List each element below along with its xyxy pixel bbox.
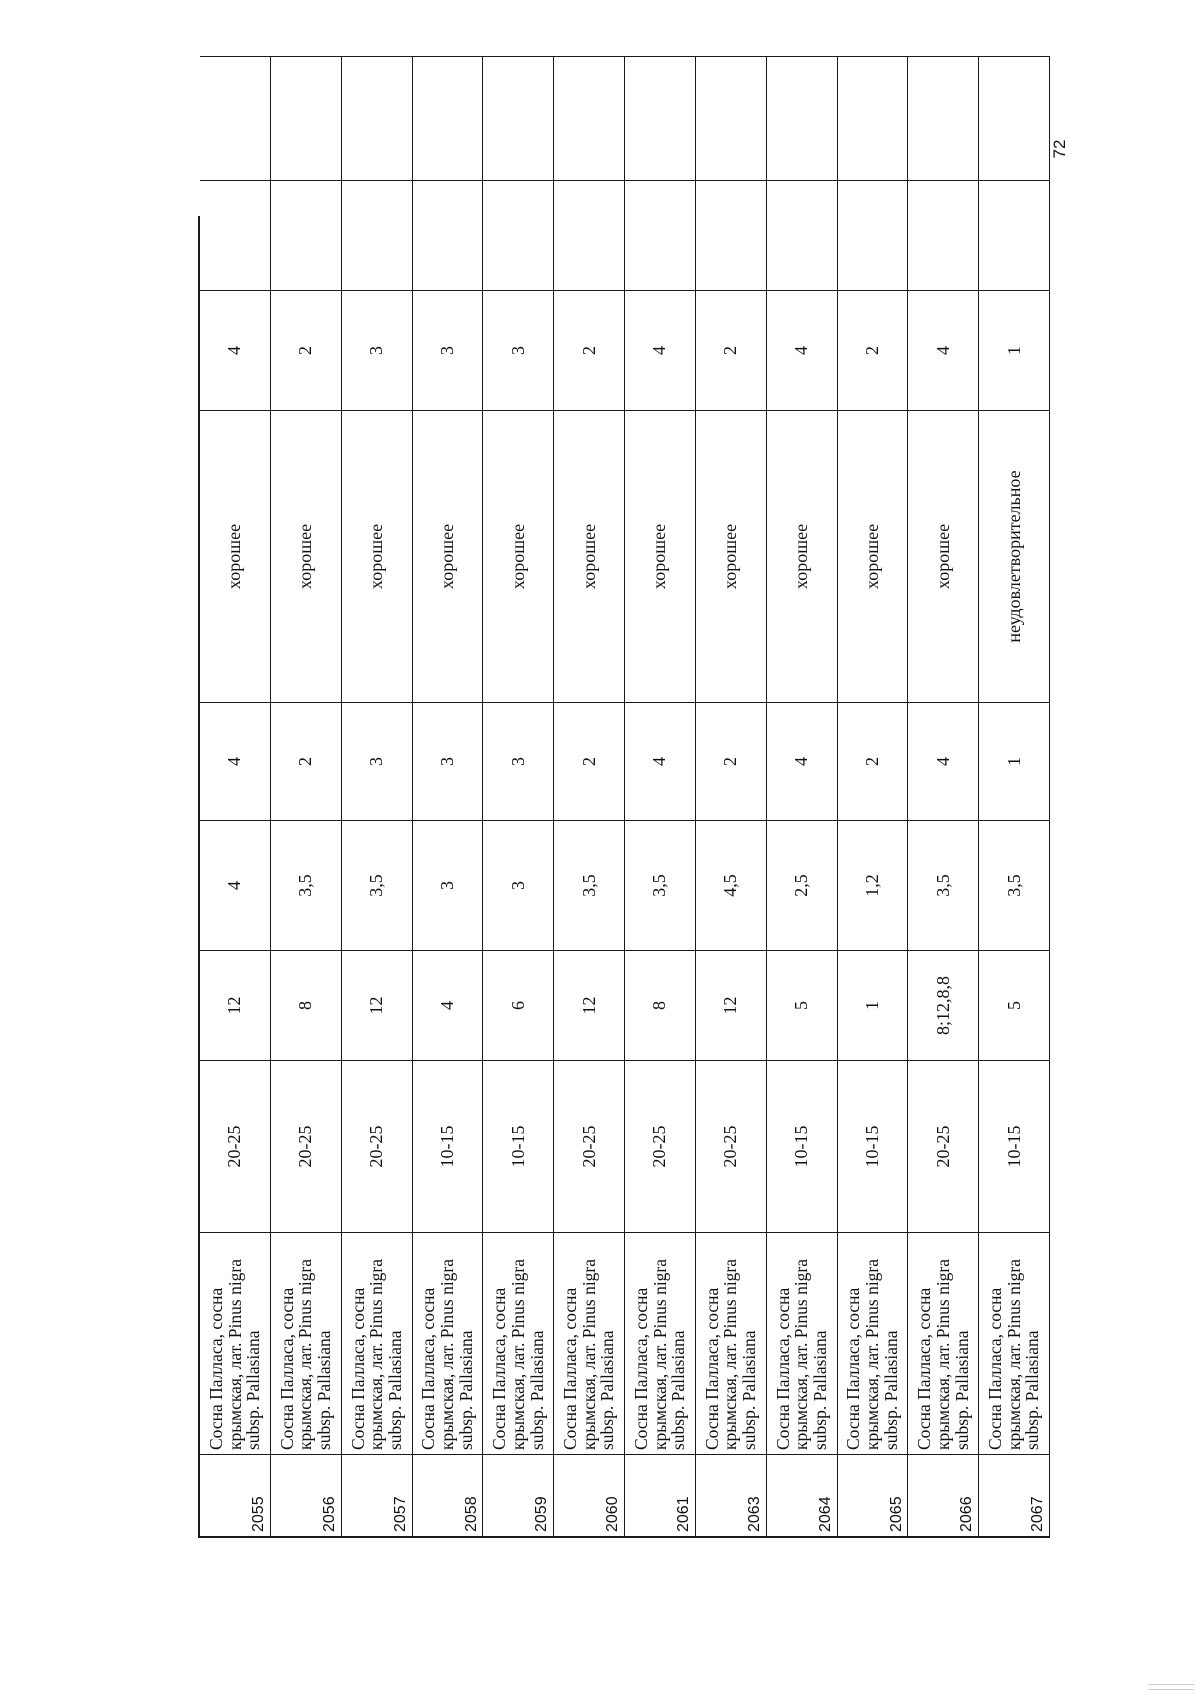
value-cell-5: 4: [767, 702, 838, 820]
value-cell-3: 6: [483, 950, 554, 1060]
species-cell: Сосна Палласа, сосна крымская, лат. Pinus nigra subsp. Pallasiana: [483, 1232, 554, 1454]
empty-cell-8: [554, 180, 625, 290]
tree-number-cell: 2059: [483, 1454, 554, 1536]
value-cell-7: 2: [271, 290, 342, 410]
tree-number-cell: 2067: [979, 1454, 1050, 1536]
value-cell-3: 1: [838, 950, 909, 1060]
condition-cell: хорошее: [554, 410, 625, 702]
value-cell-4: 3,5: [625, 820, 696, 950]
value-cell-4: 1,2: [838, 820, 909, 950]
tree-number-cell: 2065: [838, 1454, 909, 1536]
condition-cell: хорошее: [342, 410, 413, 702]
tree-number-cell: 2060: [554, 1454, 625, 1536]
value-cell-4: 3: [483, 820, 554, 950]
value-cell-3: 8;12,8,8: [908, 950, 979, 1060]
empty-cell-9: [625, 56, 696, 180]
age-cell: 20-25: [696, 1060, 767, 1232]
value-cell-4: 2,5: [767, 820, 838, 950]
species-cell: Сосна Палласа, сосна крымская, лат. Pinus nigra subsp. Pallasiana: [413, 1232, 484, 1454]
empty-cell-8: [979, 180, 1050, 290]
value-cell-7: 3: [483, 290, 554, 410]
age-cell: 20-25: [908, 1060, 979, 1232]
tree-inventory-table: [198, 216, 1050, 1538]
species-cell: Сосна Палласа, сосна крымская, лат. Pinus nigra subsp. Pallasiana: [625, 1232, 696, 1454]
value-cell-7: 2: [838, 290, 909, 410]
empty-cell-8: [413, 180, 484, 290]
empty-cell-8: [908, 180, 979, 290]
value-cell-4: 3,5: [554, 820, 625, 950]
age-cell: 10-15: [979, 1060, 1050, 1232]
value-cell-7: 4: [908, 290, 979, 410]
condition-cell: хорошее: [838, 410, 909, 702]
value-cell-5: 4: [625, 702, 696, 820]
value-cell-3: 5: [979, 950, 1050, 1060]
empty-cell-9: [413, 56, 484, 180]
species-cell: Сосна Палласа, сосна крымская, лат. Pinus nigra subsp. Pallasiana: [767, 1232, 838, 1454]
condition-cell: хорошее: [696, 410, 767, 702]
age-cell: 10-15: [413, 1060, 484, 1232]
empty-cell-8: [696, 180, 767, 290]
species-cell: Сосна Палласа, сосна крымская, лат. Pinus nigra subsp. Pallasiana: [271, 1232, 342, 1454]
empty-cell-8: [625, 180, 696, 290]
value-cell-5: 3: [342, 702, 413, 820]
value-cell-3: 5: [767, 950, 838, 1060]
tree-number-cell: 2058: [413, 1454, 484, 1536]
value-cell-4: 3,5: [271, 820, 342, 950]
age-cell: 10-15: [838, 1060, 909, 1232]
value-cell-7: 1: [979, 290, 1050, 410]
value-cell-5: 4: [908, 702, 979, 820]
value-cell-4: 3: [413, 820, 484, 950]
species-cell: Сосна Палласа, сосна крымская, лат. Pinus nigra subsp. Pallasiana: [200, 1232, 271, 1454]
empty-cell-9: [838, 56, 909, 180]
empty-cell-9: [483, 56, 554, 180]
age-cell: 20-25: [200, 1060, 271, 1232]
value-cell-7: 4: [625, 290, 696, 410]
value-cell-3: 12: [342, 950, 413, 1060]
value-cell-4: 3,5: [979, 820, 1050, 950]
empty-cell-8: [271, 180, 342, 290]
age-cell: 10-15: [483, 1060, 554, 1232]
condition-cell: хорошее: [908, 410, 979, 702]
value-cell-7: 3: [413, 290, 484, 410]
value-cell-7: 4: [200, 290, 271, 410]
condition-cell: хорошее: [767, 410, 838, 702]
tree-number-cell: 2057: [342, 1454, 413, 1536]
value-cell-5: 3: [483, 702, 554, 820]
tree-number-cell: 2055: [200, 1454, 271, 1536]
value-cell-4: 3,5: [908, 820, 979, 950]
species-cell: Сосна Палласа, сосна крымская, лат. Pinus nigra subsp. Pallasiana: [908, 1232, 979, 1454]
condition-cell: хорошее: [483, 410, 554, 702]
value-cell-4: 4: [200, 820, 271, 950]
age-cell: 20-25: [625, 1060, 696, 1232]
value-cell-3: 8: [271, 950, 342, 1060]
condition-cell: хорошее: [200, 410, 271, 702]
age-cell: 10-15: [767, 1060, 838, 1232]
tree-number-cell: 2061: [625, 1454, 696, 1536]
empty-cell-8: [767, 180, 838, 290]
species-cell: Сосна Палласа, сосна крымская, лат. Pinus nigra subsp. Pallasiana: [554, 1232, 625, 1454]
tree-number-cell: 2063: [696, 1454, 767, 1536]
species-cell: Сосна Палласа, сосна крымская, лат. Pinus nigra subsp. Pallasiana: [979, 1232, 1050, 1454]
footer-mark: [1148, 1684, 1194, 1690]
empty-cell-9: [200, 56, 271, 180]
value-cell-5: 4: [200, 702, 271, 820]
empty-cell-8: [200, 180, 271, 290]
value-cell-3: 12: [696, 950, 767, 1060]
species-cell: Сосна Палласа, сосна крымская, лат. Pinus nigra subsp. Pallasiana: [342, 1232, 413, 1454]
value-cell-7: 4: [767, 290, 838, 410]
condition-cell: хорошее: [413, 410, 484, 702]
value-cell-5: 1: [979, 702, 1050, 820]
age-cell: 20-25: [271, 1060, 342, 1232]
tree-number-cell: 2064: [767, 1454, 838, 1536]
page-number: 72: [1050, 139, 1069, 159]
value-cell-3: 8: [625, 950, 696, 1060]
tree-number-cell: 2066: [908, 1454, 979, 1536]
value-cell-7: 3: [342, 290, 413, 410]
value-cell-5: 2: [696, 702, 767, 820]
age-cell: 20-25: [554, 1060, 625, 1232]
value-cell-5: 3: [413, 702, 484, 820]
age-cell: 20-25: [342, 1060, 413, 1232]
value-cell-3: 4: [413, 950, 484, 1060]
tree-number-cell: 2056: [271, 1454, 342, 1536]
empty-cell-9: [554, 56, 625, 180]
value-cell-4: 4,5: [696, 820, 767, 950]
empty-cell-9: [696, 56, 767, 180]
value-cell-5: 2: [271, 702, 342, 820]
value-cell-4: 3,5: [342, 820, 413, 950]
empty-cell-9: [271, 56, 342, 180]
condition-cell: неудовлетворительное: [979, 410, 1050, 702]
value-cell-5: 2: [554, 702, 625, 820]
value-cell-3: 12: [200, 950, 271, 1060]
value-cell-5: 2: [838, 702, 909, 820]
species-cell: Сосна Палласа, сосна крымская, лат. Pinus nigra subsp. Pallasiana: [838, 1232, 909, 1454]
empty-cell-9: [979, 56, 1050, 180]
empty-cell-8: [342, 180, 413, 290]
condition-cell: хорошее: [271, 410, 342, 702]
empty-cell-8: [483, 180, 554, 290]
empty-cell-9: [342, 56, 413, 180]
empty-cell-8: [838, 180, 909, 290]
value-cell-3: 12: [554, 950, 625, 1060]
value-cell-7: 2: [554, 290, 625, 410]
species-cell: Сосна Палласа, сосна крымская, лат. Pinus nigra subsp. Pallasiana: [696, 1232, 767, 1454]
condition-cell: хорошее: [625, 410, 696, 702]
empty-cell-9: [908, 56, 979, 180]
empty-cell-9: [767, 56, 838, 180]
value-cell-7: 2: [696, 290, 767, 410]
